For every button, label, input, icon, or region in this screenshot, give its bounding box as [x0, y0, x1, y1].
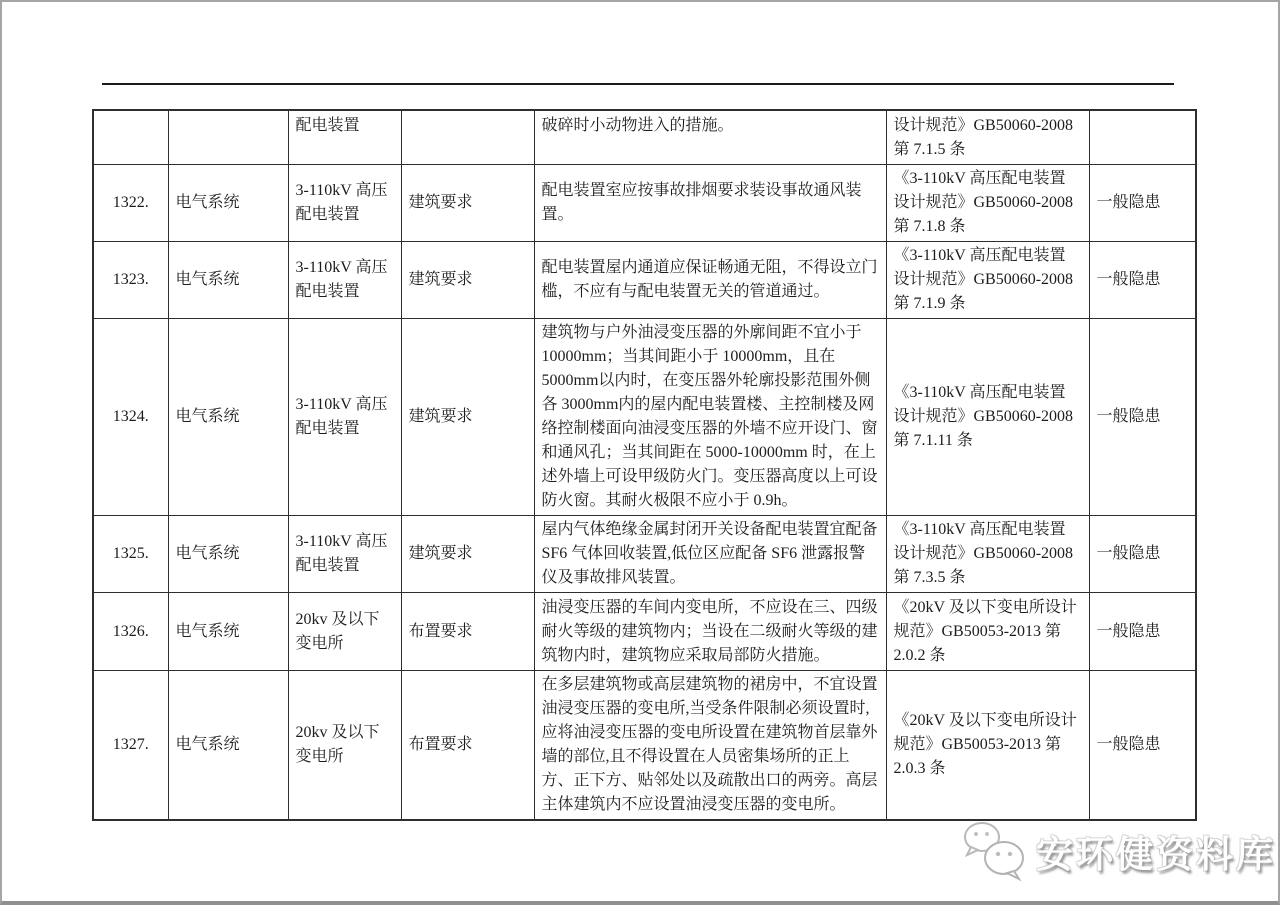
cell-content: 建筑物与户外油浸变压器的外廓间距不宜小于10000mm；当其间距小于 10000mm，且在 5000mm以内时，在变压器外轮廓投影范围外侧各 3000mm内的屋内配电装置楼、主控制楼及网络控制楼面向油浸变压器的外墙不应开设门、窗和通风孔；当其间距在 5000-10000mm 时，在上述外墙上可设甲级防火门。变压器高度以上可设防火窗。其耐火极限不应小于 0.9h。	[534, 319, 886, 516]
cell-category: 建筑要求	[401, 242, 534, 319]
cell-content: 配电装置屋内通道应保证畅通无阻，不得设立门槛，不应有与配电装置无关的管道通过。	[534, 242, 886, 319]
cell-category	[401, 110, 534, 165]
checklist-table	[92, 109, 1197, 821]
cell-level	[1089, 110, 1196, 165]
table-row	[93, 671, 1196, 821]
cell-equipment: 20kv 及以下 变电所	[288, 593, 401, 671]
cell-no: 1324.	[93, 319, 168, 516]
cell-system: 电气系统	[168, 516, 288, 593]
table-row	[93, 593, 1196, 671]
watermark-text: 安环健资料库	[1036, 834, 1276, 875]
cell-no: 1323.	[93, 242, 168, 319]
cell-equipment: 20kv 及以下 变电所	[288, 671, 401, 821]
watermark	[962, 818, 1276, 884]
cell-equipment: 3-110kV 高压 配电装置	[288, 242, 401, 319]
cell-no: 1322.	[93, 165, 168, 242]
cell-basis: 《3-110kV 高压配电装置 设计规范》GB50060-2008 第 7.1.9 条	[886, 242, 1089, 319]
cell-basis: 《20kV 及以下变电所设计 规范》GB50053-2013 第 2.0.3 条	[886, 671, 1089, 821]
cell-no: 1326.	[93, 593, 168, 671]
table-row	[93, 165, 1196, 242]
cell-content: 在多层建筑物或高层建筑物的裙房中，不宜设置油浸变压器的变电所,当受条件限制必须设置时,应将油浸变压器的变电所设置在建筑物首层靠外墙的部位,且不得设置在人员密集场所的正上方、正下方、贴邻处以及疏散出口的两旁。高层主体建筑内不应设置油浸变压器的变电所。	[534, 671, 886, 821]
cell-system: 电气系统	[168, 593, 288, 671]
cell-system: 电气系统	[168, 165, 288, 242]
cell-level: 一般隐患	[1089, 319, 1196, 516]
cell-no: 1325.	[93, 516, 168, 593]
wechat-icon	[962, 820, 1028, 882]
cell-basis: 《3-110kV 高压配电装置 设计规范》GB50060-2008 第 7.1.11 条	[886, 319, 1089, 516]
cell-content: 油浸变压器的车间内变电所，不应设在三、四级耐火等级的建筑物内；当设在二级耐火等级的建筑物内时，建筑物应采取局部防火措施。	[534, 593, 886, 671]
cell-category: 建筑要求	[401, 516, 534, 593]
cell-basis: 《20kV 及以下变电所设计 规范》GB50053-2013 第 2.0.2 条	[886, 593, 1089, 671]
cell-equipment: 3-110kV 高压 配电装置	[288, 516, 401, 593]
cell-basis: 《3-110kV 高压配电装置 设计规范》GB50060-2008 第 7.3.5 条	[886, 516, 1089, 593]
table-row	[93, 516, 1196, 593]
cell-system: 电气系统	[168, 671, 288, 821]
table-body	[93, 110, 1196, 820]
table-row	[93, 319, 1196, 516]
cell-equipment: 3-110kV 高压 配电装置	[288, 165, 401, 242]
cell-content: 屋内气体绝缘金属封闭开关设备配电装置宜配备SF6 气体回收装置,低位区应配备 SF6 泄露报警仪及事故排风装置。	[534, 516, 886, 593]
cell-category: 建筑要求	[401, 319, 534, 516]
cell-level: 一般隐患	[1089, 165, 1196, 242]
cell-level: 一般隐患	[1089, 516, 1196, 593]
cell-level: 一般隐患	[1089, 671, 1196, 821]
cell-basis: 《3-110kV 高压配电装置 设计规范》GB50060-2008 第 7.1.8 条	[886, 165, 1089, 242]
cell-basis: 设计规范》GB50060-2008 第 7.1.5 条	[886, 110, 1089, 165]
cell-no	[93, 110, 168, 165]
cell-equipment: 配电装置	[288, 110, 401, 165]
table-row	[93, 242, 1196, 319]
cell-level: 一般隐患	[1089, 242, 1196, 319]
cell-content: 配电装置室应按事故排烟要求装设事故通风装置。	[534, 165, 886, 242]
cell-level: 一般隐患	[1089, 593, 1196, 671]
cell-no: 1327.	[93, 671, 168, 821]
cell-category: 布置要求	[401, 671, 534, 821]
cell-system: 电气系统	[168, 319, 288, 516]
header-rule	[102, 83, 1174, 85]
cell-system	[168, 110, 288, 165]
table-row	[93, 110, 1196, 165]
cell-category: 建筑要求	[401, 165, 534, 242]
cell-equipment: 3-110kV 高压 配电装置	[288, 319, 401, 516]
cell-system: 电气系统	[168, 242, 288, 319]
cell-category: 布置要求	[401, 593, 534, 671]
cell-content: 破碎时小动物进入的措施。	[534, 110, 886, 165]
